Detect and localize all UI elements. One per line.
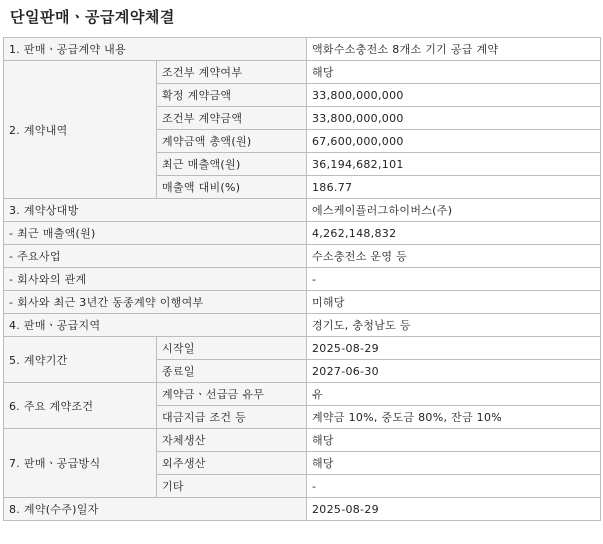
row-label: 7. 판매ㆍ공급방식 — [4, 429, 157, 498]
table-row — [4, 268, 601, 291]
sub-label: 확정 계약금액 — [157, 84, 307, 107]
row-value: 경기도, 충청남도 등 — [307, 314, 601, 337]
row-value: 33,800,000,000 — [307, 107, 601, 130]
table-row — [4, 429, 601, 452]
row-label: - 주요사업 — [4, 245, 307, 268]
row-value: 33,800,000,000 — [307, 84, 601, 107]
table-row — [4, 222, 601, 245]
sub-label: 외주생산 — [157, 452, 307, 475]
row-value: 186.77 — [307, 176, 601, 199]
row-label: - 최근 매출액(원) — [4, 222, 307, 245]
sub-label: 계약금액 총액(원) — [157, 130, 307, 153]
row-label: 8. 계약(수주)일자 — [4, 498, 307, 521]
row-value: 해당 — [307, 429, 601, 452]
sub-label: 계약금ㆍ선급금 유무 — [157, 383, 307, 406]
table-row — [4, 383, 601, 406]
table-row — [4, 291, 601, 314]
row-value: 4,262,148,832 — [307, 222, 601, 245]
row-value: 2025-08-29 — [307, 337, 601, 360]
row-value: 에스케이플러그하이버스(주) — [307, 199, 601, 222]
row-value: 수소충전소 운영 등 — [307, 245, 601, 268]
row-value: 해당 — [307, 61, 601, 84]
page-title: 단일판매ㆍ공급계약체결 — [10, 8, 175, 26]
sub-label: 종료일 — [157, 360, 307, 383]
row-value: 2027-06-30 — [307, 360, 601, 383]
sub-label: 대금지급 조건 등 — [157, 406, 307, 429]
row-value: 36,194,682,101 — [307, 153, 601, 176]
sub-label: 기타 — [157, 475, 307, 498]
sub-label: 조건부 계약금액 — [157, 107, 307, 130]
row-value: 해당 — [307, 452, 601, 475]
row-value: 미해당 — [307, 291, 601, 314]
row-label: 4. 판매ㆍ공급지역 — [4, 314, 307, 337]
row-value: 유 — [307, 383, 601, 406]
sub-label: 시작일 — [157, 337, 307, 360]
table-row — [4, 314, 601, 337]
table-row — [4, 61, 601, 84]
table-row — [4, 498, 601, 521]
table-row — [4, 38, 601, 61]
sub-label: 조건부 계약여부 — [157, 61, 307, 84]
row-label: - 회사와의 관계 — [4, 268, 307, 291]
disclosure-table — [3, 37, 601, 521]
table-row — [4, 245, 601, 268]
table-row — [4, 337, 601, 360]
sub-label: 매출액 대비(%) — [157, 176, 307, 199]
row-value: - — [307, 475, 601, 498]
row-value: 2025-08-29 — [307, 498, 601, 521]
row-value: - — [307, 268, 601, 291]
row-label: 2. 계약내역 — [4, 61, 157, 199]
row-value: 67,600,000,000 — [307, 130, 601, 153]
row-label: 5. 계약기간 — [4, 337, 157, 383]
row-value: 액화수소충전소 8개소 기기 공급 계약 — [307, 38, 601, 61]
row-label: - 회사와 최근 3년간 동종계약 이행여부 — [4, 291, 307, 314]
sub-label: 자체생산 — [157, 429, 307, 452]
sub-label: 최근 매출액(원) — [157, 153, 307, 176]
row-label: 3. 계약상대방 — [4, 199, 307, 222]
row-value: 계약금 10%, 중도금 80%, 잔금 10% — [307, 406, 601, 429]
row-label: 1. 판매ㆍ공급계약 내용 — [4, 38, 307, 61]
row-label: 6. 주요 계약조건 — [4, 383, 157, 429]
table-row — [4, 199, 601, 222]
